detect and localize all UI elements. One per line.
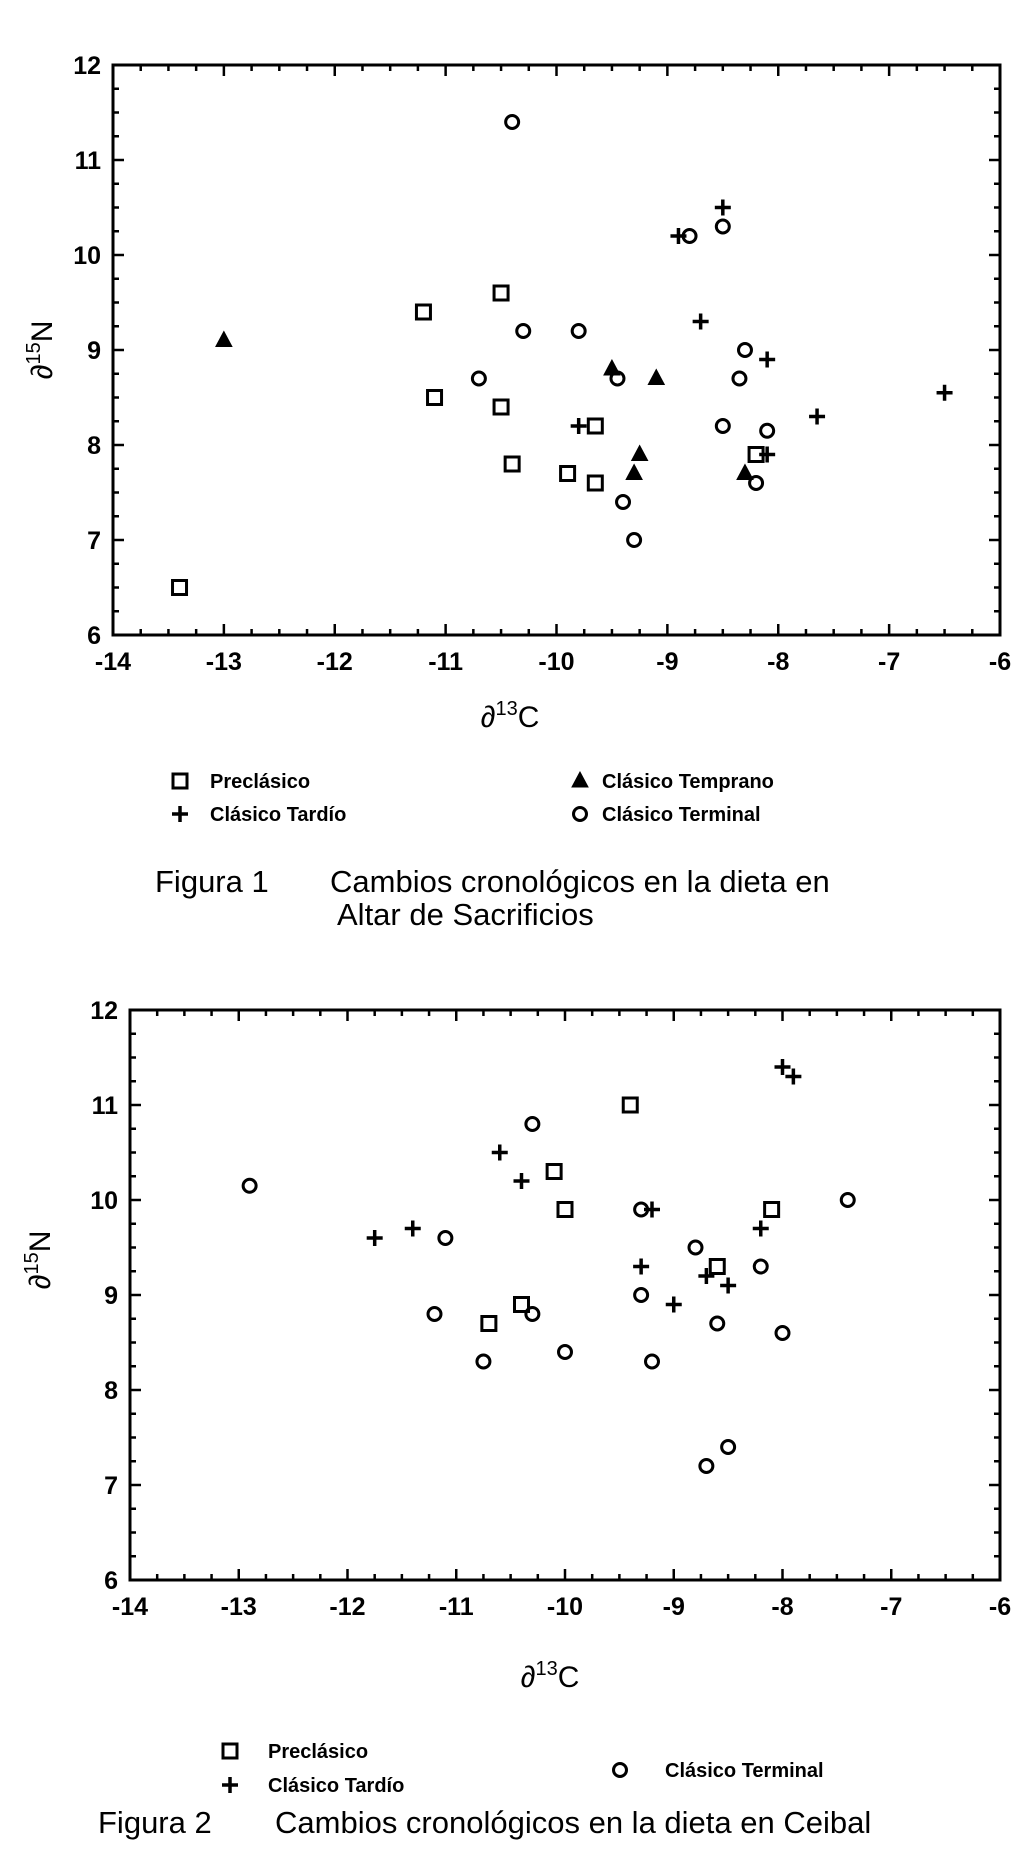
data-point — [623, 1098, 637, 1112]
data-point — [628, 534, 641, 547]
data-point — [720, 1278, 736, 1294]
y-tick-label: 11 — [91, 1092, 118, 1120]
x-tick-label: -9 — [656, 648, 679, 676]
data-point — [710, 1260, 724, 1274]
data-point — [428, 1308, 441, 1321]
data-point — [477, 1355, 490, 1368]
data-point — [646, 1355, 659, 1368]
data-point — [243, 1179, 256, 1192]
data-point — [494, 286, 508, 300]
legend-item-clasico-terminal — [614, 1760, 824, 1782]
data-point — [492, 1145, 508, 1161]
x-tick-label: -12 — [329, 1593, 366, 1621]
data-point — [765, 1203, 779, 1217]
data-point — [514, 1173, 530, 1189]
data-point — [733, 372, 746, 385]
series-clasico-terminal — [472, 116, 773, 547]
data-point — [761, 424, 774, 437]
x-tick-label: -12 — [316, 648, 353, 676]
y-tick-label: 10 — [73, 242, 101, 270]
figure-2-number: Figura 2 — [98, 1805, 212, 1840]
legend-label: Clásico Terminal — [602, 804, 761, 826]
x-tick-label: -7 — [878, 648, 901, 676]
legend-square-icon — [173, 774, 187, 788]
data-point — [571, 418, 587, 434]
data-point — [517, 325, 530, 338]
x-tick-label: -9 — [662, 1593, 685, 1621]
data-point — [617, 496, 630, 509]
y-tick-label: 8 — [87, 432, 101, 460]
x-tick-label: -8 — [771, 1593, 794, 1621]
data-point — [750, 477, 763, 490]
data-point — [689, 1241, 702, 1254]
data-point — [754, 1260, 767, 1273]
legend-item-clasico-tardio — [222, 1775, 404, 1797]
data-point — [775, 1059, 791, 1075]
y-axis-title: ∂$^{15}$N — [23, 320, 59, 380]
data-point — [716, 220, 729, 233]
legend-plus-icon — [172, 806, 188, 822]
legend-label: Preclásico — [268, 1741, 369, 1763]
data-point — [505, 457, 519, 471]
y-tick-label: 10 — [90, 1187, 118, 1215]
y-tick-label: 6 — [104, 1567, 118, 1595]
series-clasico-terminal — [243, 1118, 854, 1473]
data-point — [753, 1221, 769, 1237]
data-point — [482, 1317, 496, 1331]
data-point — [559, 1346, 572, 1359]
plot-frame — [130, 1010, 1000, 1580]
data-point — [841, 1194, 854, 1207]
series-preclasico — [482, 1098, 779, 1331]
x-tick-label: -7 — [880, 1593, 903, 1621]
x-tick-label: -13 — [205, 648, 242, 676]
data-point — [572, 325, 585, 338]
series-clasico-tardio — [367, 1059, 802, 1313]
legend-item-preclasico — [223, 1741, 368, 1763]
legend-item-preclasico — [173, 771, 310, 793]
y-tick-label: 7 — [87, 527, 101, 555]
data-point — [666, 1297, 682, 1313]
chart-altar-de-sacrificios — [0, 0, 1020, 860]
y-tick-label: 12 — [73, 52, 101, 80]
legend-label: Clásico Tardío — [268, 1775, 405, 1797]
data-point — [648, 370, 664, 385]
data-point — [526, 1308, 539, 1321]
figure-1-number: Figura 1 — [155, 864, 269, 899]
data-point — [776, 1327, 789, 1340]
x-tick-label: -10 — [538, 648, 575, 676]
x-tick-label: -10 — [546, 1593, 584, 1621]
y-tick-label: 6 — [87, 622, 101, 650]
data-point — [626, 465, 642, 480]
x-axis-title: ∂$^{13}$C — [480, 698, 540, 734]
series-preclasico — [173, 286, 764, 595]
legend-item-clasico-terminal — [574, 804, 761, 826]
data-point — [700, 1460, 713, 1473]
x-tick-label: -11 — [428, 648, 464, 676]
data-point — [439, 1232, 452, 1245]
x-tick-label: -14 — [111, 1593, 149, 1621]
data-point — [693, 314, 709, 330]
data-point — [416, 305, 430, 319]
x-axis-title: ∂$^{13}$C — [520, 1658, 580, 1694]
data-point — [588, 419, 602, 433]
data-point — [428, 391, 442, 405]
x-tick-label: -14 — [94, 648, 132, 676]
x-tick-label: -13 — [220, 1593, 257, 1621]
data-point — [547, 1165, 561, 1179]
y-tick-label: 9 — [87, 337, 101, 365]
legend-label: Clásico Tardío — [210, 804, 347, 826]
data-point — [759, 352, 775, 368]
data-point — [809, 409, 825, 425]
data-point — [715, 200, 731, 216]
data-point — [635, 1289, 648, 1302]
x-tick-label: -6 — [988, 648, 1012, 676]
legend-plus-icon — [222, 1777, 238, 1793]
data-point — [722, 1441, 735, 1454]
legend-item-clasico-tardio — [172, 804, 346, 826]
data-point — [494, 400, 508, 414]
figure-2-caption: Cambios cronológicos en la dieta en Ceibal — [275, 1805, 872, 1840]
data-point — [472, 372, 485, 385]
x-tick-label: -11 — [438, 1593, 474, 1621]
y-tick-label: 12 — [90, 997, 118, 1025]
legend-triangle-icon — [572, 772, 588, 787]
data-point — [716, 420, 729, 433]
x-tick-label: -8 — [767, 648, 790, 676]
legend-label: Clásico Temprano — [602, 771, 774, 793]
figure-1-caption: Cambios cronológicos en la dieta en — [330, 864, 830, 899]
data-point — [698, 1268, 714, 1284]
data-point — [216, 332, 232, 347]
data-point — [561, 467, 575, 481]
data-point — [506, 116, 519, 129]
data-point — [632, 446, 648, 461]
chart-ceibal — [0, 960, 1020, 1800]
data-point — [738, 344, 751, 357]
y-tick-label: 11 — [74, 147, 101, 175]
y-tick-label: 8 — [104, 1377, 118, 1405]
series-clasico-temprano — [216, 332, 753, 480]
data-point — [937, 385, 953, 401]
data-point — [633, 1259, 649, 1275]
legend-circle-icon — [614, 1764, 627, 1777]
legend-circle-icon — [574, 808, 587, 821]
legend-label: Preclásico — [210, 771, 311, 793]
legend-label: Clásico Terminal — [665, 1760, 824, 1782]
figure-1-caption-line2: Altar de Sacrificios — [337, 897, 594, 932]
legend-square-icon — [223, 1744, 237, 1758]
series-clasico-tardio — [571, 200, 953, 463]
data-point — [711, 1317, 724, 1330]
data-point — [405, 1221, 421, 1237]
data-point — [588, 476, 602, 490]
data-point — [526, 1118, 539, 1131]
x-tick-label: -6 — [988, 1593, 1012, 1621]
data-point — [367, 1230, 383, 1246]
y-tick-label: 9 — [104, 1282, 118, 1310]
data-point — [558, 1203, 572, 1217]
y-tick-label: 7 — [104, 1472, 118, 1500]
legend-item-clasico-temprano — [572, 771, 774, 793]
plot-frame — [113, 65, 1000, 635]
data-point — [173, 581, 187, 595]
data-point — [785, 1069, 801, 1085]
y-axis-title: ∂$^{15}$N — [21, 1230, 57, 1290]
